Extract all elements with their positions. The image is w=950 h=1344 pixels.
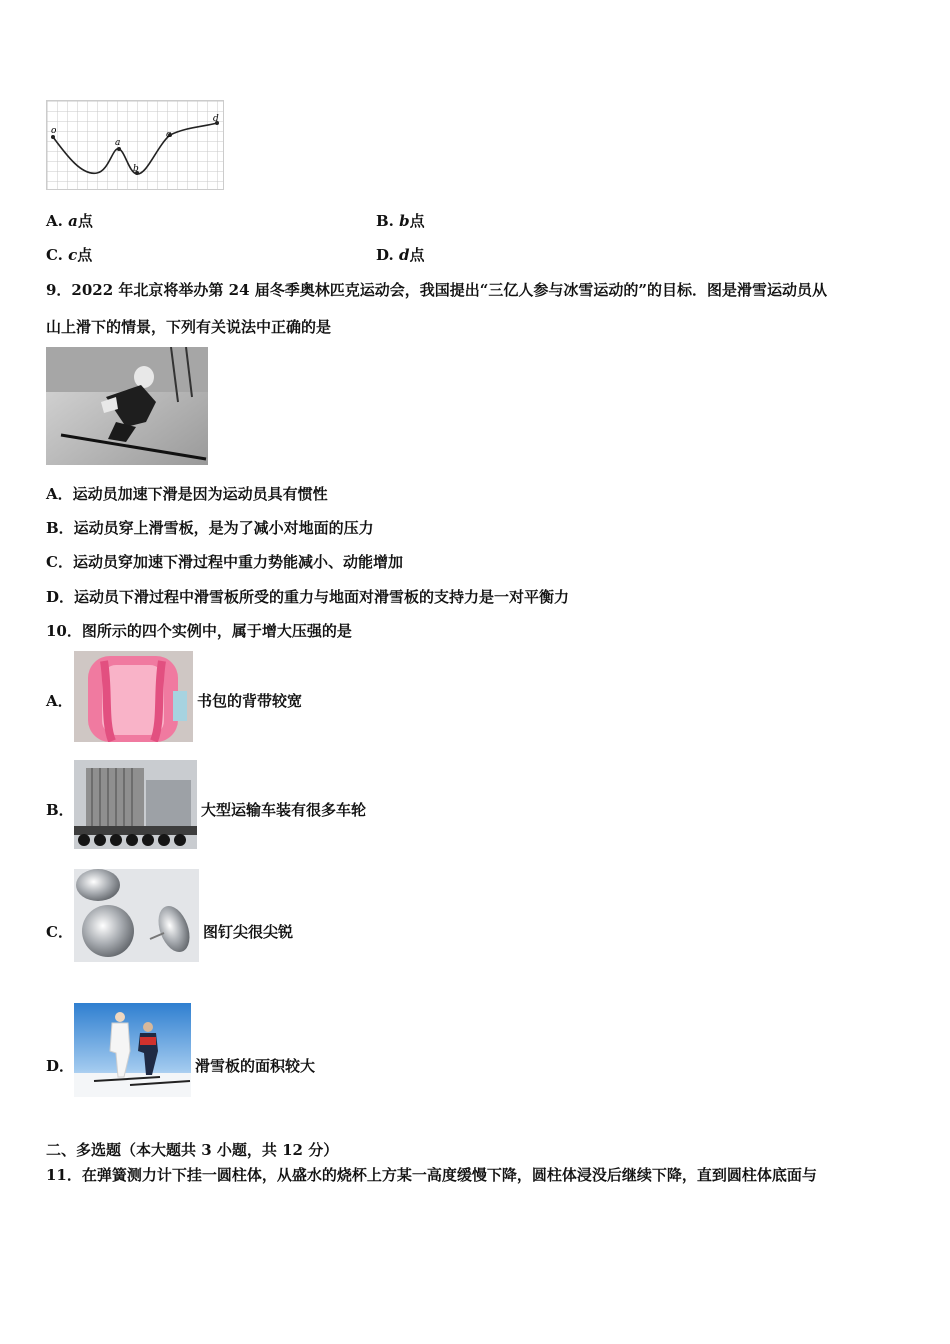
- point-label-b: b: [133, 164, 139, 174]
- point-label-o: o: [51, 126, 57, 136]
- q10-option-b-key[interactable]: B．: [46, 801, 74, 819]
- q9-option-c[interactable]: C．运动员穿加速下滑过程中重力势能减小、动能增加: [46, 553, 403, 571]
- q10-option-d-key[interactable]: D．: [46, 1057, 75, 1075]
- thumbtack-photo: [74, 869, 199, 962]
- q9-stem-line2: 山上滑下的情景，下列有关说法中正确的是: [46, 318, 332, 336]
- q8-option-b[interactable]: B. b点: [376, 212, 425, 230]
- point-label-c: c: [166, 130, 172, 140]
- q10-option-d-caption: 滑雪板的面积较大: [195, 1057, 316, 1075]
- trajectory-graph: [46, 100, 224, 190]
- q8-option-d[interactable]: D. d点: [376, 246, 425, 264]
- transport-truck-photo: [74, 760, 197, 849]
- q9-option-a[interactable]: A．运动员加速下滑是因为运动员具有惯性: [46, 485, 328, 503]
- section-heading-multiple-choice: 二、多选题（本大题共 3 小题，共 12 分）: [46, 1141, 339, 1159]
- point-label-a: a: [115, 138, 121, 148]
- q8-option-c[interactable]: C. c点: [46, 246, 93, 264]
- q10-option-b-caption: 大型运输车装有很多车轮: [201, 801, 367, 819]
- q10-option-c-key[interactable]: C．: [46, 923, 73, 941]
- skier-photo: [46, 347, 208, 465]
- q9-stem-line1: 9．2022 年北京将举办第 24 届冬季奥林匹克运动会，我国提出“三亿人参与冰雪运动的”的目标．图是滑雪运动员从: [46, 281, 827, 299]
- q9-option-d[interactable]: D．运动员下滑过程中滑雪板所受的重力与地面对滑雪板的支持力是一对平衡力: [46, 588, 570, 606]
- q10-option-c-caption: 图钉尖很尖锐: [203, 923, 294, 941]
- q8-option-a[interactable]: A. a点: [46, 212, 93, 230]
- q10-option-a-key[interactable]: A．: [46, 692, 73, 710]
- q10-stem: 10．图所示的四个实例中，属于增大压强的是: [46, 622, 352, 640]
- q11-stem: 11．在弹簧测力计下挂一圆柱体，从盛水的烧杯上方某一高度缓慢下降，圆柱体浸没后继续下降，直到圆柱体底面与: [46, 1166, 817, 1184]
- trajectory-graph-svg: [47, 101, 223, 189]
- schoolbag-photo: [74, 651, 193, 742]
- point-label-d: d: [213, 114, 219, 124]
- q10-option-a-caption: 书包的背带较宽: [197, 692, 303, 710]
- skiers-photo: [74, 1003, 191, 1097]
- q9-option-b[interactable]: B．运动员穿上滑雪板，是为了减小对地面的压力: [46, 519, 374, 537]
